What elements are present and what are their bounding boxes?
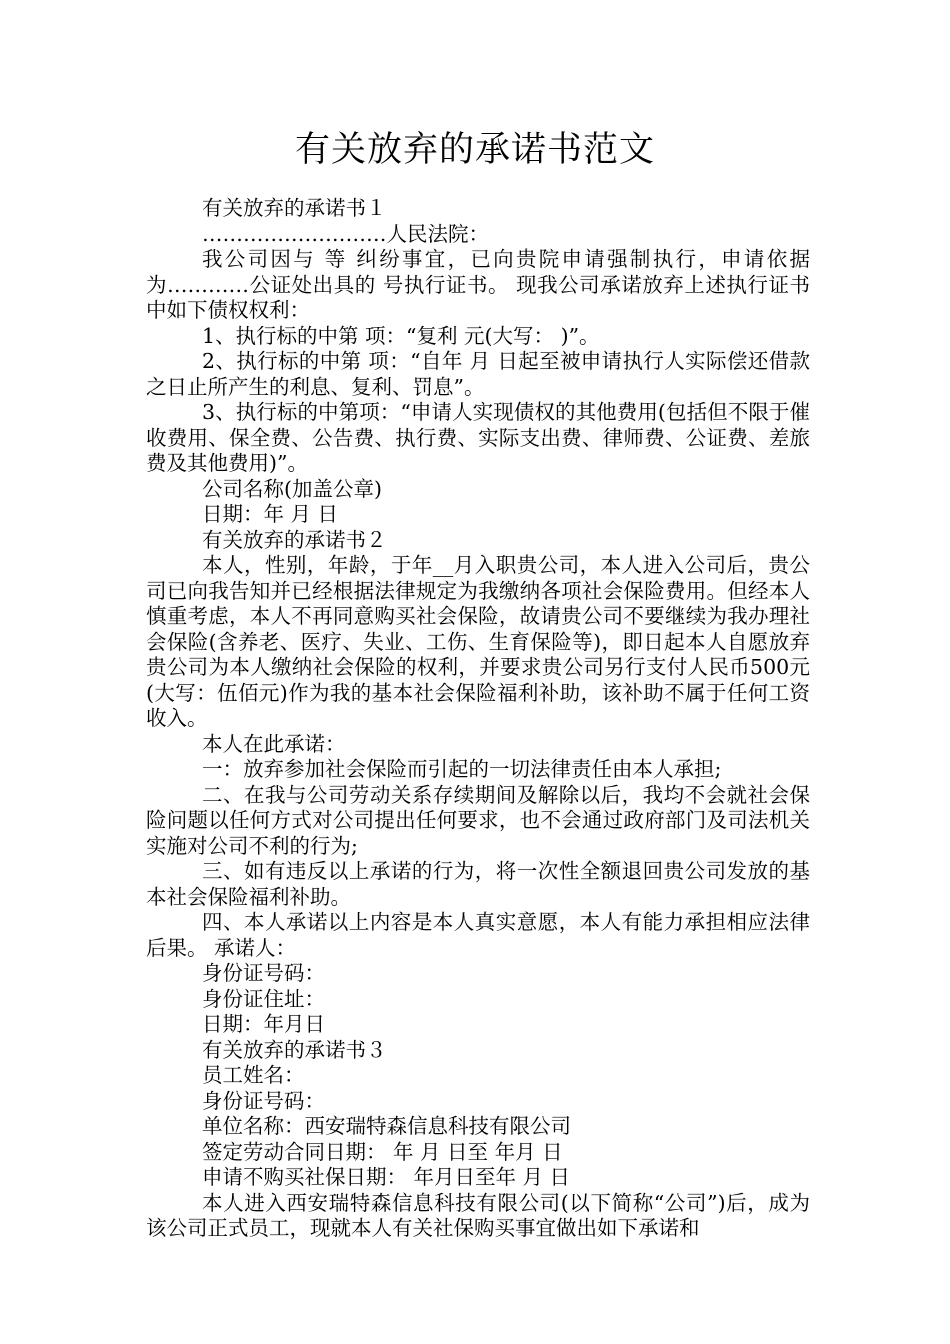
addressee-line: ………………………人民法院：	[202, 221, 489, 246]
paragraph: 我公司因与 等 纠纷事宜，已向贵院申请强制执行，申请依据为…………公证处出具的 号执行证书。 现我公司承诺放弃上述执行证书中如下债权权利：	[146, 247, 810, 322]
contract-date-line: 签定劳动合同日期： 年 月 日至 年月 日	[202, 1139, 563, 1164]
paragraph: 本人在此承诺：	[202, 731, 346, 756]
list-item: 三、如有违反以上承诺的行为，将一次性全额退回贵公司发放的基本社会保险福利补助。	[146, 859, 810, 909]
paragraph: 本人进入西安瑞特森信息科技有限公司(以下简称“公司”)后，成为该公司正式员工，现就本人有关社保购买事宜做出如下承诺和	[146, 1190, 810, 1240]
section-heading-3: 有关放弃的承诺书３	[202, 1037, 387, 1062]
list-item: 一：放弃参加社会保险而引起的一切法律责任由本人承担;	[202, 757, 722, 781]
id-address-line: 身份证住址：	[202, 986, 325, 1011]
date-line: 日期：年月日	[202, 1012, 325, 1036]
list-item: 1、执行标的中第 项：“复利 元(大写： )”。	[202, 323, 600, 348]
id-number-line: 身份证号码：	[202, 1088, 325, 1113]
opt-out-date-line: 申请不购买社保日期： 年月日至年 月 日	[202, 1165, 571, 1189]
date-line: 日期：年 月 日	[202, 502, 339, 526]
id-number-line: 身份证号码：	[202, 961, 325, 985]
document-title: 有关放弃的承诺书范文	[294, 130, 655, 170]
employer-line: 单位名称：西安瑞特森信息科技有限公司	[202, 1114, 571, 1138]
list-item: 四、本人承诺以上内容是本人真实意愿，本人有能力承担相应法律后果。 承诺人：	[146, 910, 810, 960]
employee-name-line: 员工姓名：	[202, 1063, 305, 1087]
list-item: 2、执行标的中第 项：“自年 月 日起至被申请执行人实际偿还借款之日止所产生的利息、复利、罚息”。	[146, 349, 810, 399]
paragraph: 本人，性别，年龄，于年__月入职贵公司，本人进入公司后，贵公司已向我告知并已经根据法律规定为我缴纳各项社会保险费用。但经本人慎重考虑，本人不再同意购买社会保险，故请贵公司不要继续为我办理社会保险(含养老、医疗、失业、工伤、生育保险等)，即日起本人自愿放弃贵公司为本人缴纳社会保险的权利，并要求贵公司另行支付人民币500元(大写：伍佰元)作为我的基本社会保险福利补助，该补助不属于任何工资收入。	[146, 553, 810, 730]
document-body	[146, 196, 810, 1242]
list-item: 二、在我与公司劳动关系存续期间及解除以后，我均不会就社会保险问题以任何方式对公司提出任何要求，也不会通过政府部门及司法机关实施对公司不利的行为;	[146, 782, 810, 858]
company-name-line: 公司名称(加盖公章)	[202, 476, 382, 501]
section-heading-2: 有关放弃的承诺书２	[202, 527, 387, 552]
section-heading-1: 有关放弃的承诺书１	[202, 196, 387, 220]
list-item: 3、执行标的中第项：“申请人实现债权的其他费用(包括但不限于催收费用、保全费、公告费、执行费、实际支出费、律师费、公证费、差旅费及其他费用)”。	[146, 400, 810, 475]
